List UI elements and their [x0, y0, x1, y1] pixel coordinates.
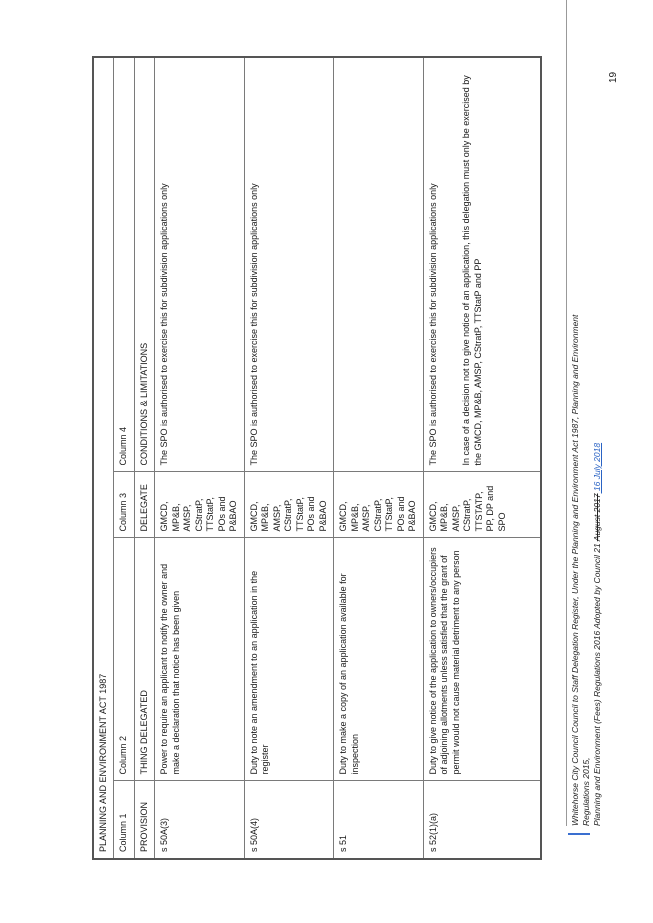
footer-line-2-prefix: Planning and Environment (Fees) Regulations 2016 Adopted by Council 21 [592, 543, 602, 826]
page-number: 19 [608, 71, 619, 83]
conditions-cell [423, 57, 541, 472]
column-number-2: Column 2 [114, 538, 135, 781]
provision-cell: s 51 [334, 781, 424, 859]
conditions-cell: The SPO is authorised to exercise this for subdivision applications only [155, 57, 245, 472]
provision-cell: s 50A(3) [155, 781, 245, 859]
footer-inserted-date: 16 July 2018 [592, 442, 602, 494]
provision-cell: s 50A(4) [244, 781, 334, 859]
footer-line-1: Whitehorse City Council Council to Staff Delegation Register, Under the Planning and Environment Act 1987, Planning and Environment Regulations 2015, [570, 314, 591, 826]
conditions-cell [334, 57, 424, 472]
footer-line-2 [592, 306, 603, 826]
thing-delegated-cell: Duty to give notice of the application to owners/occupiers of adjoining allotments unless satisfied that the grant of permit would not cause material detriment to any person [423, 538, 541, 781]
provision-cell: s 52(1)(a) [423, 781, 541, 859]
conditions-extra-text: In case of a decision not to give notice of an application, this delegation must only be exercised by the GMCD, MP&B, AMSP, CStratP, TTStatP and PP [461, 75, 483, 466]
delegate-cell: GMCD, MP&B, AMSP, CStratP, TTStatP, POs and P&BAO [244, 472, 334, 538]
footer-rule [566, 0, 567, 826]
thing-delegated-cell: Power to require an applicant to notify the owner and make a declaration that notice has been given [155, 538, 245, 781]
delegate-cell: GMCD, MP&B, AMSP, CStratP, TTStatP, POs and P&BAO [334, 472, 424, 538]
header-delegate: DELEGATE [134, 472, 155, 538]
table-row [244, 57, 334, 859]
column-number-3: Column 3 [114, 472, 135, 538]
table-row [155, 57, 245, 859]
delegate-cell: GMCD, MP&B, AMSP, CStratP, TTStatP, POs and P&BAO [155, 472, 245, 538]
header-provision: PROVISION [134, 781, 155, 859]
page-footer [570, 306, 603, 826]
thing-delegated-cell: Duty to make a copy of an application available for inspection [334, 538, 424, 781]
conditions-text: The SPO is authorised to exercise this for subdivision applications only [427, 183, 438, 466]
footer-struck-date: August 2017 [592, 493, 602, 542]
table-row [334, 57, 424, 859]
column-number-4: Column 4 [114, 57, 135, 472]
conditions-cell: The SPO is authorised to exercise this for subdivision applications only [244, 57, 334, 472]
delegate-cell: GMCD, MP&B, AMSP, CStratP, TTSTATP, PP, DP and SPO [423, 472, 541, 538]
thing-delegated-cell: Duty to note an amendment to an application in the register [244, 538, 334, 781]
act-title: PLANNING AND ENVIRONMENT ACT 1987 [93, 57, 114, 859]
header-thing-delegated: THING DELEGATED [134, 538, 155, 781]
table-row [423, 57, 541, 859]
delegation-table [92, 56, 542, 860]
column-number-1: Column 1 [114, 781, 135, 859]
header-conditions: CONDITIONS & LIMITATIONS [134, 57, 155, 472]
revision-bar [568, 833, 590, 835]
